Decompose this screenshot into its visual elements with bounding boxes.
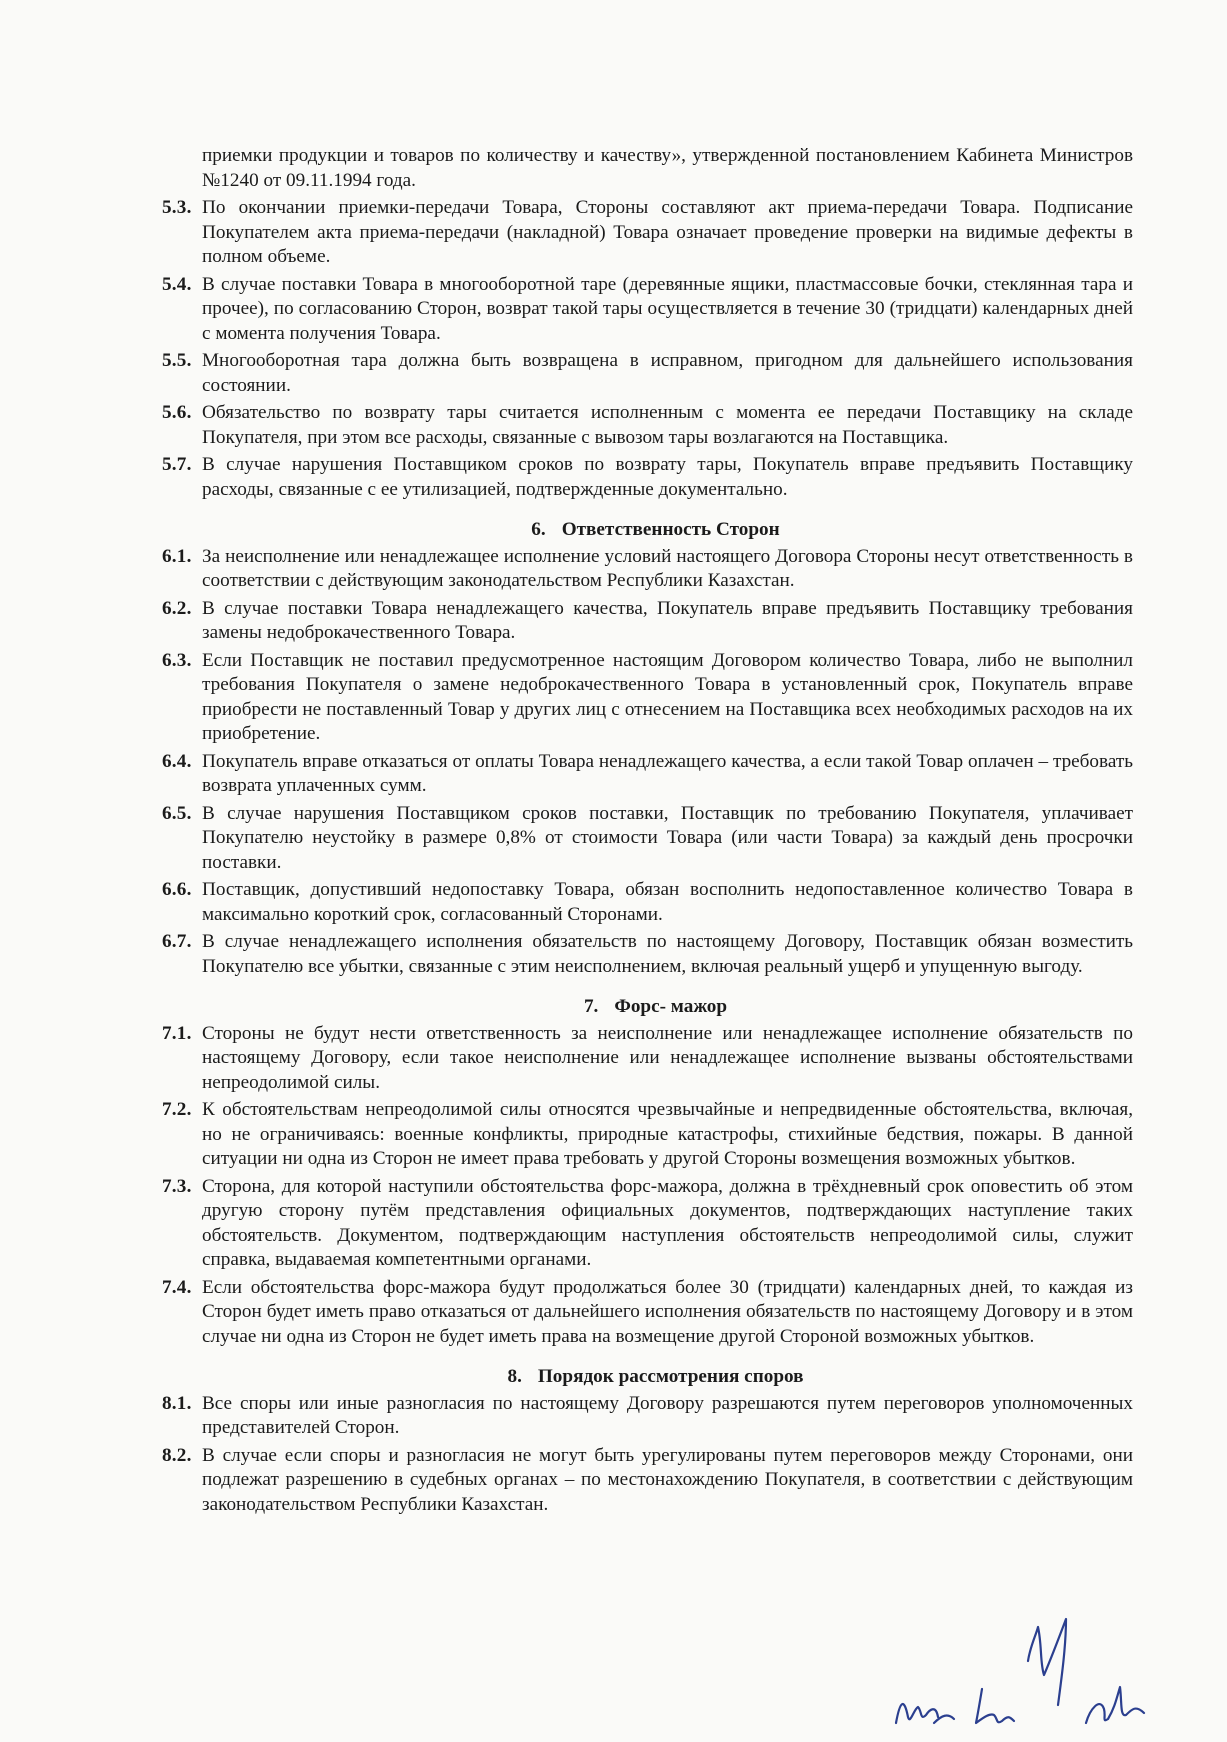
contract-clause — [148, 1022, 1133, 1096]
clause-number: 8.2. — [162, 1444, 192, 1466]
clause-number: 6.4. — [162, 750, 192, 772]
clause-text: В случае если споры и разногласия не могут быть урегулированы путем переговоров между Сторонами, они подлежат разрешению в судебных органах – по местонахождению Покупателя, в соответствии с действующим законодательством Республики Казахстан. — [202, 1444, 1133, 1515]
contract-clause — [148, 649, 1133, 747]
clause-number: 7.2. — [162, 1099, 192, 1120]
clause-number: 6.7. — [162, 931, 192, 952]
contract-clause — [148, 1276, 1133, 1350]
contract-clause — [148, 1175, 1133, 1273]
clause-text: По окончании приемки-передачи Товара, Стороны составляют акт приема-передачи Товара. Подписание Покупателем акта приема-передачи (накладной) Товара означает проведение проверки на видимые дефекты в полном объеме. — [202, 197, 1133, 267]
contract-clause — [148, 750, 1133, 799]
continued-clause-text: приемки продукции и товаров по количеству и качеству», утвержденной постановлением Кабинета Министров №1240 от 09.11.1994 года. — [202, 145, 1133, 191]
contract-clause — [148, 878, 1133, 927]
clause-number: 6.6. — [162, 879, 192, 900]
clause-number: 6.3. — [162, 649, 192, 671]
clause-text: Сторона, для которой наступили обстоятельства форс-мажора, должна в трёхдневный срок оповестить об этом другую сторону путём представления официальных документов, подтверждающих наступление таких обстоятельств. Документом, подтверждающим наступления обстоятельств непреодолимой силы, служит справка, выдаваемая компетентными органами. — [202, 1175, 1133, 1270]
contract-clause — [148, 453, 1133, 502]
contract-sections — [148, 196, 1133, 1517]
contract-clause — [148, 545, 1133, 594]
contract-clause — [148, 930, 1133, 979]
clause-number: 7.4. — [162, 1276, 192, 1298]
clause-text: Многооборотная тара должна быть возвращена в исправном, пригодном для дальнейшего использования состоянии. — [202, 350, 1133, 396]
contract-clause — [148, 1392, 1133, 1441]
contract-clause — [148, 1098, 1133, 1172]
section-heading-text: Порядок рассмотрения споров — [537, 1366, 804, 1387]
clause-text: В случае поставки Товара в многооборотной таре (деревянные ящики, пластмассовые бочки, стеклянная тара и прочее), по согласованию Сторон, возврат такой тары осуществляется в течение 30 (тридцати) календарных дней с момента получения Товара. — [202, 273, 1133, 344]
clause-number: 5.5. — [162, 350, 192, 371]
clause-text: За неисполнение или ненадлежащее исполнение условий настоящего Договора Стороны несут ответственность в соответствии с действующим законодательством Республики Казахстан. — [202, 545, 1133, 591]
section-number: 8. — [507, 1366, 522, 1387]
contract-clause — [148, 802, 1133, 876]
clause-text: В случае поставки Товара ненадлежащего качества, Покупатель вправе предъявить Поставщику требования замены недоброкачественного Товара. — [202, 597, 1133, 643]
clause-number: 5.6. — [162, 402, 192, 423]
signature-initials-4 — [1086, 1687, 1144, 1723]
clause-text: В случае нарушения Поставщиком сроков поставки, Поставщик по требованию Покупателя, уплачивает Покупателю неустойку в размере 0,8% от стоимости Товара (или части Товара) за каждый день просрочки поставки. — [202, 802, 1133, 873]
clause-text: Обязательство по возврату тары считается исполненным с момента ее передачи Поставщику на складе Покупателя, при этом все расходы, связанные с вывозом тары возлагаются на Поставщика. — [202, 402, 1133, 448]
signature-initials-2 — [976, 1689, 1014, 1723]
section-heading-text: Форс- мажор — [614, 996, 728, 1017]
clause-text: Если обстоятельства форс-мажора будут продолжаться более 30 (тридцати) календарных дней, то каждая из Сторон будет иметь право отказаться от дальнейшего исполнения обязательств по настоящему Договору и в этом случае ни одна из Сторон не будет иметь права на возмещение другой Стороной возможных убытков. — [202, 1276, 1133, 1347]
section-title — [148, 1365, 1133, 1390]
section-number: 6. — [531, 519, 546, 540]
section-number: 7. — [583, 996, 599, 1017]
clause-text: К обстоятельствам непреодолимой силы относятся чрезвычайные и непредвиденные обстоятельства, включая, но не ограничиваясь: военные конфликты, природные катастрофы, стихийные бедствия, пожары. В данной ситуации ни одна из Сторон не имеет права требовать у другой Стороны возмещения возможных убытков. — [202, 1099, 1133, 1169]
clause-text: Покупатель вправе отказаться от оплаты Товара ненадлежащего качества, а если такой Товар оплачен – требовать возврата уплаченных сумм. — [202, 750, 1133, 796]
section-title — [148, 995, 1133, 1020]
contract-clause — [148, 273, 1133, 347]
contract-clause — [148, 349, 1133, 398]
clause-number: 5.7. — [162, 454, 192, 475]
clause-number: 7.3. — [162, 1175, 192, 1197]
signature-initials-3 — [1028, 1619, 1066, 1705]
section-heading-text: Ответственность Сторон — [561, 519, 780, 540]
clause-number: 6.1. — [162, 545, 192, 567]
clause-text: Все споры или иные разногласия по настоящему Договору разрешаются путем переговоров уполномоченных представителей Сторон. — [202, 1392, 1133, 1438]
clause-text: В случае ненадлежащего исполнения обязательств по настоящему Договору, Поставщик обязан возместить Покупателю все убытки, связанные с этим неисполнением, включая реальный ущерб и упущенную выгоду. — [202, 931, 1133, 977]
clause-number: 5.3. — [162, 197, 192, 218]
clause-number: 8.1. — [162, 1392, 192, 1414]
clause-number: 5.4. — [162, 273, 192, 295]
contract-clause — [148, 597, 1133, 646]
clause-text: В случае нарушения Поставщиком сроков по возврату тары, Покупатель вправе предъявить Поставщику расходы, связанные с ее утилизацией, подтвержденные документально. — [202, 454, 1133, 500]
clause-text: Стороны не будут нести ответственность за неисполнение или ненадлежащее исполнение обязательств по настоящему Договору, если такое неисполнение или ненадлежащее исполнение вызваны обстоятельствами непреодолимой силы. — [202, 1022, 1133, 1093]
contract-clause — [148, 1444, 1133, 1518]
contract-body — [148, 144, 1133, 1520]
signature-initials-1 — [896, 1704, 954, 1723]
section-title — [148, 518, 1133, 543]
clause-number: 7.1. — [162, 1022, 192, 1044]
clause-text: Поставщик, допустивший недопоставку Товара, обязан восполнить недопоставленное количество Товара в максимально короткий срок, согласованный Сторонами. — [202, 879, 1133, 925]
contract-clause — [148, 196, 1133, 270]
clause-number: 6.2. — [162, 597, 192, 619]
handwritten-signatures — [890, 1605, 1150, 1735]
clause-number: 6.5. — [162, 802, 192, 824]
contract-clause — [148, 401, 1133, 450]
clause-text: Если Поставщик не поставил предусмотренное настоящим Договором количество Товара, либо не выполнил требования Покупателя о замене недоброкачественного Товара в установленный срок, Покупатель вправе приобрести не поставленный Товар у других лиц с отнесением на Поставщика всех необходимых расходов на их приобретение. — [202, 649, 1133, 744]
